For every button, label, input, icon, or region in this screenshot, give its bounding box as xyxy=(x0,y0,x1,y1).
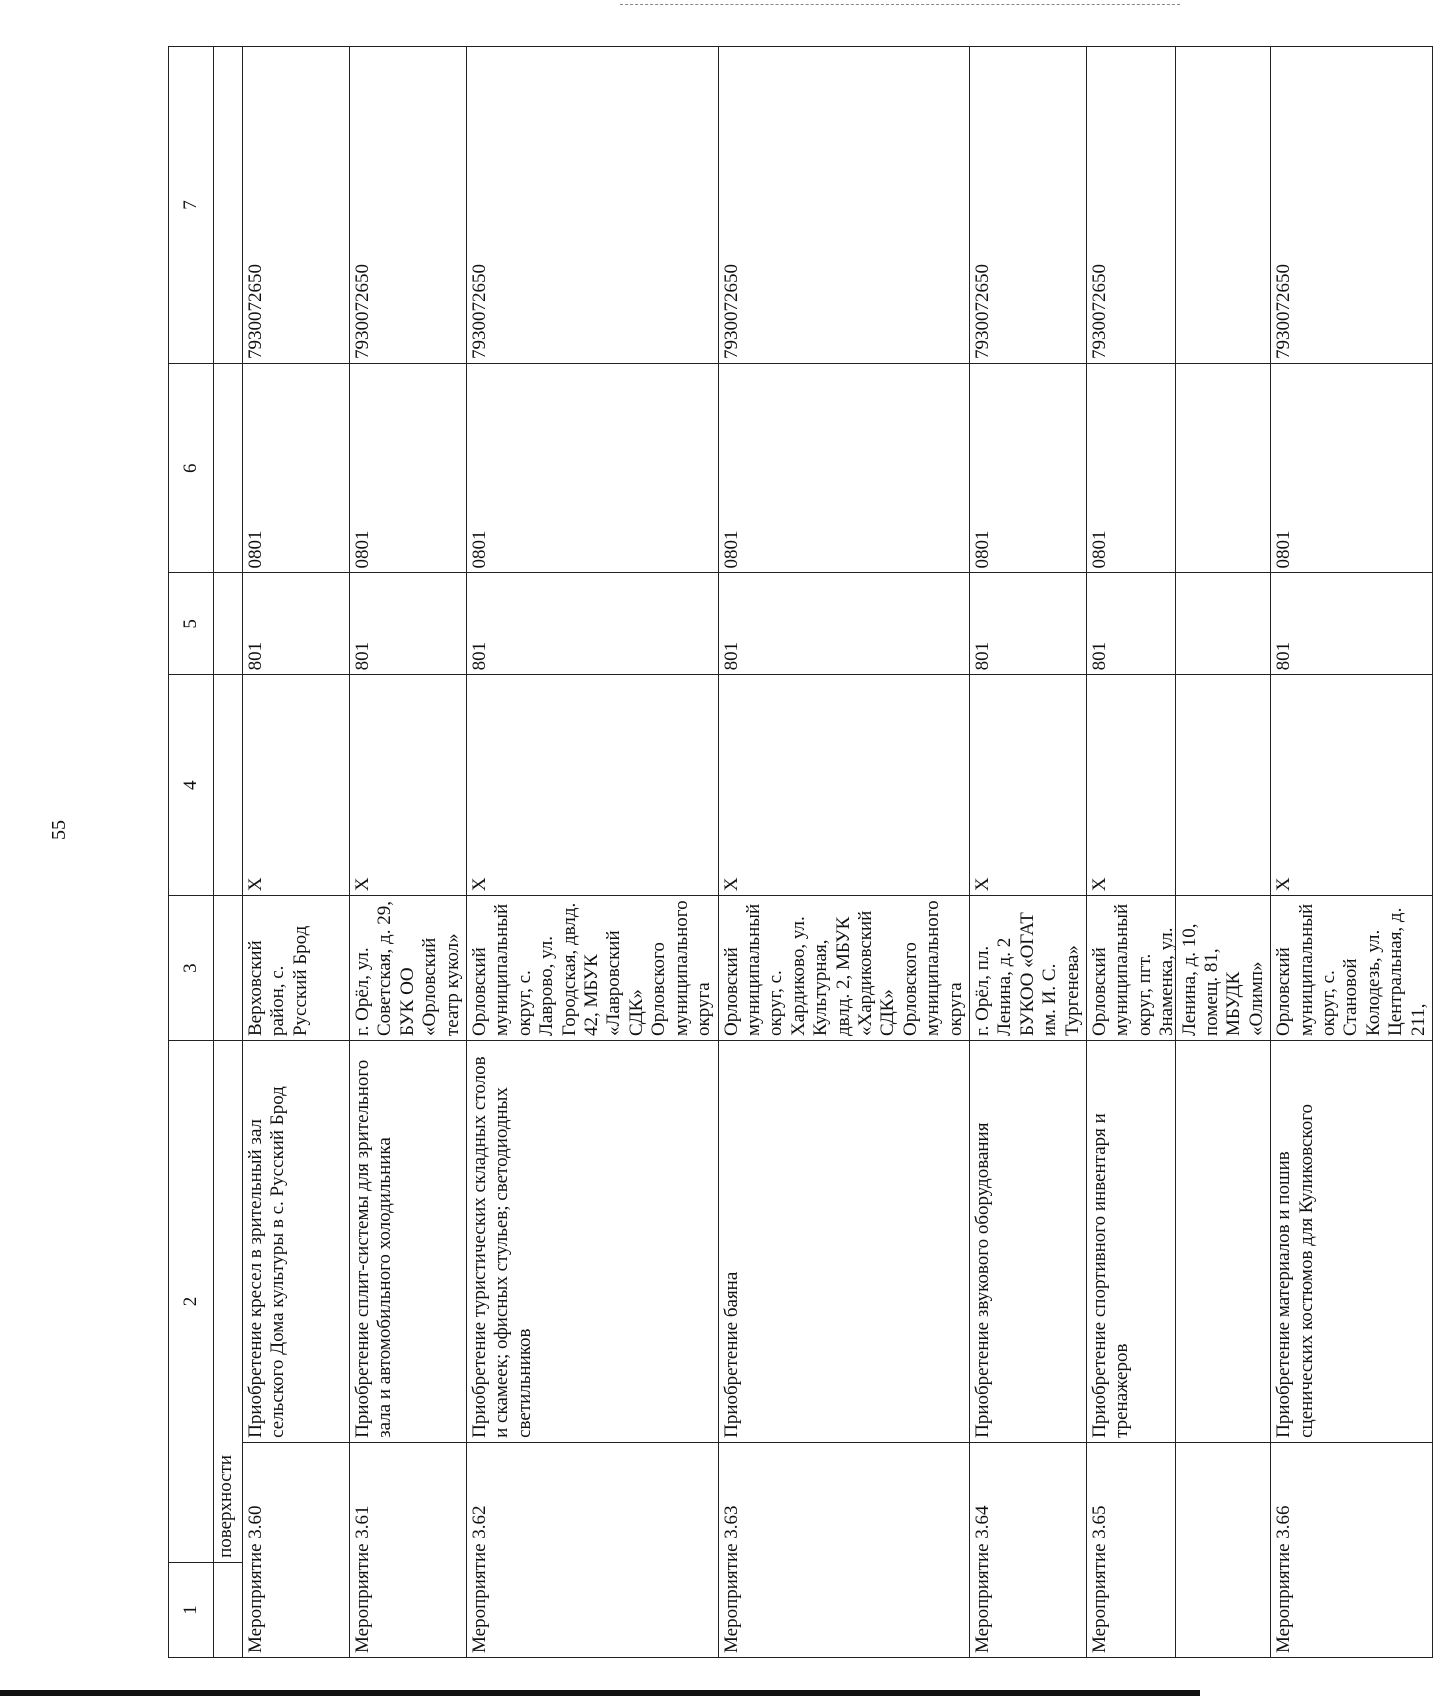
table-row xyxy=(243,47,350,1658)
cell-address: г. Орёл, ул. Советская, д. 29, БУК ОО «Орловский театр кукол» xyxy=(350,896,467,1041)
cell-name: поверхности xyxy=(214,1041,243,1563)
cell-name: Приобретение спортивного инвентаря и тренажеров xyxy=(1087,1041,1271,1443)
header-col-2: 2 xyxy=(169,1041,214,1563)
cell-num: Мероприятие 3.66 xyxy=(1271,1442,1433,1657)
cell-col-3: Х xyxy=(969,675,1086,896)
cell-col-6: 7930072650 xyxy=(718,47,969,364)
cell-col-4: 801 xyxy=(1087,573,1271,675)
table-row xyxy=(969,47,1086,1658)
cell-col-5: 0801 xyxy=(243,364,350,573)
cell-col-4: 801 xyxy=(969,573,1086,675)
table-row xyxy=(1271,47,1433,1658)
cell-col-4: 801 xyxy=(243,573,350,675)
cell-col-3: Х xyxy=(467,675,718,896)
header-col-4: 4 xyxy=(169,675,214,896)
cell-col-5 xyxy=(214,364,243,573)
cell-col-3: Х xyxy=(243,675,350,896)
cell-address: г. Орёл, пл. Ленина, д. 2 БУКОО «ОГАТ им. И. С. Тургенева» xyxy=(969,896,1086,1041)
cell-name: Приобретение баяна xyxy=(718,1041,969,1443)
cell-col-6: 7930072650 xyxy=(243,47,350,364)
table-row xyxy=(467,47,718,1658)
cell-col-5: 0801 xyxy=(969,364,1086,573)
cell-col-5: 0801 xyxy=(718,364,969,573)
cell-col-3: Х xyxy=(1271,675,1433,896)
rotated-table-container xyxy=(168,46,1429,1658)
cell-col-6: 7930072650 xyxy=(969,47,1086,364)
cell-name: Приобретение сплит-системы для зрительного зала и автомобильного холодильника xyxy=(350,1041,467,1443)
cell-col-5: 0801 xyxy=(1271,364,1433,573)
measures-table xyxy=(168,46,1433,1658)
table-row xyxy=(1087,47,1271,1658)
header-col-6: 6 xyxy=(169,364,214,573)
cell-col-6: 7930072650 xyxy=(350,47,467,364)
cell-num: Мероприятие 3.65 xyxy=(1087,1442,1271,1657)
cell-num: Мероприятие 3.62 xyxy=(467,1442,718,1657)
cell-address: Орловский муниципальный округ, с. Становой Колодезь, ул. Центральная, д. 211, xyxy=(1271,896,1433,1041)
cell-num xyxy=(214,1562,243,1657)
cell-num: Мероприятие 3.61 xyxy=(350,1442,467,1657)
cell-col-6: 7930072650 xyxy=(467,47,718,364)
header-col-1: 1 xyxy=(169,1562,214,1657)
continuation-row xyxy=(214,47,243,1658)
cell-col-3: Х xyxy=(350,675,467,896)
page-number: 55 xyxy=(48,820,70,840)
cell-col-4: 801 xyxy=(718,573,969,675)
cell-col-5: 0801 xyxy=(467,364,718,573)
cell-name: Приобретение звукового оборудования xyxy=(969,1041,1086,1443)
cell-address: Орловский муниципальный округ, с. Лаврово, ул. Городская, двлд. 42, МБУК «Лавровский СДК» Орловского муниципального округа xyxy=(467,896,718,1041)
cell-name: Приобретение туристических складных столов и скамеек; офисных стульев; светодиодных светильников xyxy=(467,1041,718,1443)
header-col-3: 3 xyxy=(169,896,214,1041)
cell-col-6: 7930072650 xyxy=(1271,47,1433,364)
cell-col-5: 0801 xyxy=(350,364,467,573)
cell-col-4: 801 xyxy=(1271,573,1433,675)
cell-col-4: 801 xyxy=(467,573,718,675)
cell-address: Орловский муниципальный округ, с. Хардиково, ул. Культурная, двлд. 2, МБУК «Хардиковский СДК» Орловского муниципального округа xyxy=(718,896,969,1041)
cell-col-3: Х xyxy=(1087,675,1271,896)
scan-edge-line xyxy=(620,4,1180,5)
cell-col-3: Х xyxy=(718,675,969,896)
cell-name: Приобретение материалов и пошив сценических костюмов для Куликовского xyxy=(1271,1041,1433,1443)
table-row xyxy=(718,47,969,1658)
cell-col-3 xyxy=(214,675,243,896)
cell-col-6 xyxy=(214,47,243,364)
cell-num: Мероприятие 3.60 xyxy=(243,1442,350,1657)
header-col-5: 5 xyxy=(169,573,214,675)
table-row xyxy=(350,47,467,1658)
cell-num: Мероприятие 3.63 xyxy=(718,1442,969,1657)
cell-col-5: 0801 xyxy=(1087,364,1271,573)
cell-address: Орловский муниципальный округ, пгт. Знаменка, ул. Ленина, д. 10, помещ. 81, МБУДК «Олимп» xyxy=(1087,896,1271,1041)
cell-name: Приобретение кресел в зрительный зал сельского Дома культуры в с. Русский Брод xyxy=(243,1041,350,1443)
scan-bottom-edge xyxy=(0,1690,1200,1696)
cell-col-6: 7930072650 xyxy=(1087,47,1271,364)
header-col-7: 7 xyxy=(169,47,214,364)
cell-col-4: 801 xyxy=(350,573,467,675)
cell-num: Мероприятие 3.64 xyxy=(969,1442,1086,1657)
cell-col-4 xyxy=(214,573,243,675)
header-row xyxy=(169,47,214,1658)
cell-address: Верховский район, с. Русский Брод xyxy=(243,896,350,1041)
cell-address xyxy=(214,896,243,1041)
